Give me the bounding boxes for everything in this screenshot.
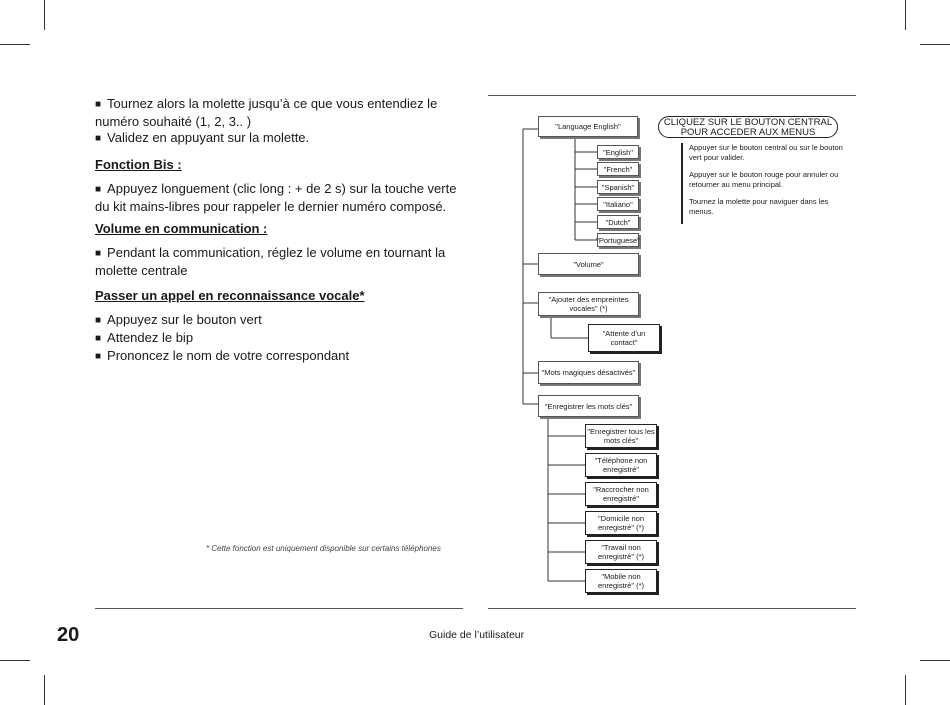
menu-lang-option: "French" xyxy=(597,162,639,176)
callout-instructions xyxy=(681,143,849,224)
menu-lang-option: "English" xyxy=(597,145,639,159)
menu-wait-contact: "Attente d’un contact" xyxy=(588,324,660,352)
vocal-item: ■ Attendez le bip xyxy=(95,330,465,348)
para-validate: ■ Validez en appuyant sur la molette. xyxy=(95,130,465,148)
menu-lang-option: "Portuguese" xyxy=(597,233,639,247)
footer-guide-label: Guide de l’utilisateur xyxy=(429,629,525,641)
menu-keyword-item: "Travail non enregistré" (*) xyxy=(585,540,657,564)
menu-keyword-item: "Raccrocher non enregistré" xyxy=(585,482,657,506)
menu-lang-option: "Italiano" xyxy=(597,197,639,211)
menu-add-voiceprints: "Ajouter des empreintes vocales" (*) xyxy=(538,292,639,316)
instruction-item: Appuyer sur le bouton rouge pour annuler ou retourner au menu principal. xyxy=(689,170,839,189)
menu-keyword-item: "Mobile non enregistré" (*) xyxy=(585,569,657,593)
footnote: * Cette fonction est uniquement disponible sur certains téléphones xyxy=(206,544,441,553)
vocal-item: ■ Prononcez le nom de votre correspondant xyxy=(95,348,465,366)
menu-magic-words: "Mots magiques désactivés" xyxy=(538,361,639,384)
menu-keyword-item: "Téléphone non enregistré" xyxy=(585,453,657,477)
heading-bis: Fonction Bis : xyxy=(95,157,182,172)
callout-title: CLIQUEZ SUR LE BOUTON CENTRAL POUR ACCEDER AUX MENUS xyxy=(658,116,838,138)
menu-record-keywords: "Enregistrer les mots clés" xyxy=(538,395,639,417)
para-bis: ■ Appuyez longuement (clic long : + de 2 s) sur la touche verte du kit mains-libres pour rappeler le dernier numéro composé. xyxy=(95,181,465,215)
menu-keyword-item: "Domicile non enregistré" (*) xyxy=(585,511,657,535)
menu-lang-option: "Spanish" xyxy=(597,180,639,194)
instruction-item: Tournez la molette pour naviguer dans les menus. xyxy=(689,197,829,216)
heading-vocal: Passer un appel en reconnaissance vocale* xyxy=(95,288,365,303)
menu-language: "Language English" xyxy=(538,116,638,137)
vocal-item: ■ Appuyez sur le bouton vert xyxy=(95,312,465,330)
para-turn-wheel: ■ Tournez alors la molette jusqu’à ce que vous entendiez le numéro souhaité (1, 2, 3.. ) xyxy=(95,96,465,130)
para-volume: ■ Pendant la communication, réglez le volume en tournant la molette centrale xyxy=(95,245,465,279)
instruction-item: Appuyer sur le bouton central ou sur le bouton vert pour valider. xyxy=(689,143,843,162)
menu-keyword-item: "Enregistrer tous les mots clés" xyxy=(585,424,657,448)
menu-volume: "Volume" xyxy=(538,253,639,275)
heading-volume: Volume en communication : xyxy=(95,221,268,236)
menu-lang-option: "Dutch" xyxy=(597,215,639,229)
page-number: 20 xyxy=(57,624,80,646)
